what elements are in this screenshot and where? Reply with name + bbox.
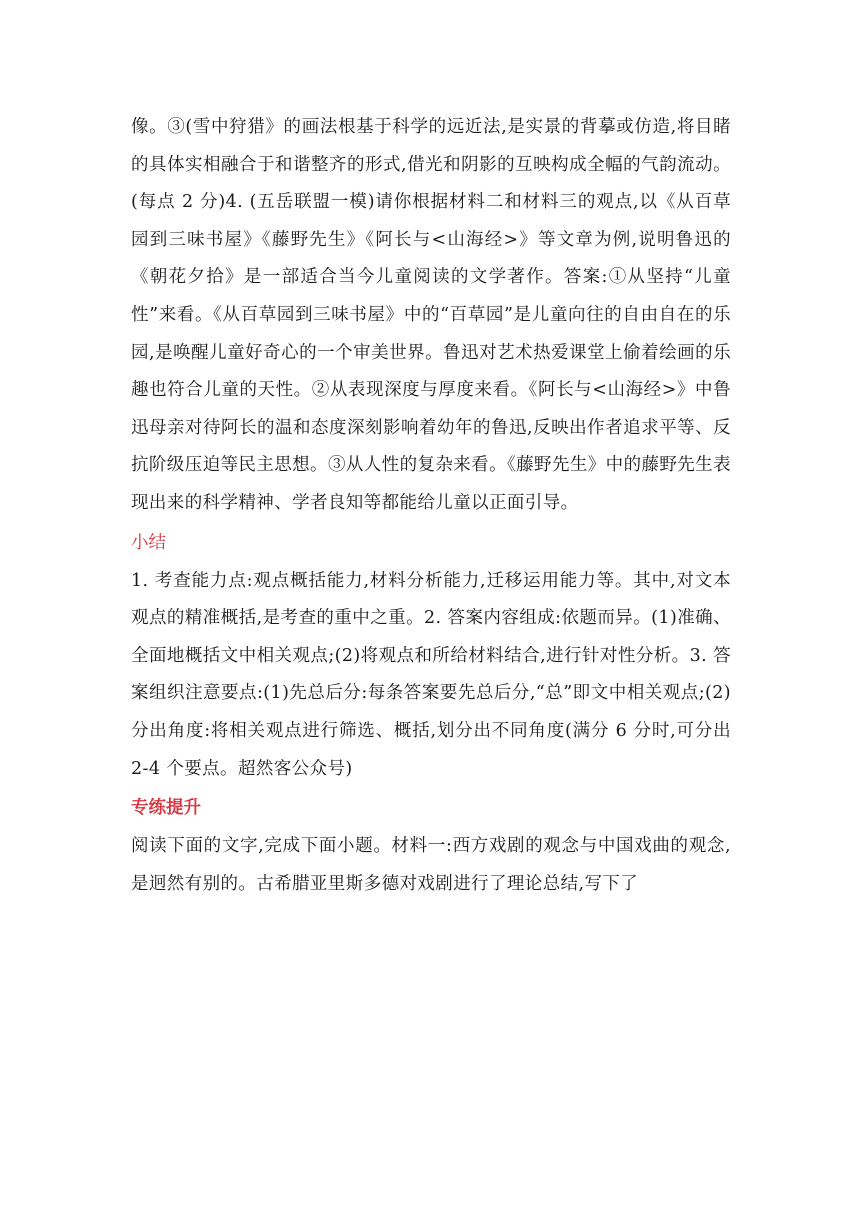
summary-paragraph: 1. 考查能力点:观点概括能力,材料分析能力,迁移运用能力等。其中,对文本观点的精准概括,是考查的重中之重。2. 答案内容组成:依题而异。(1)准确、全面地概括文中相关观点;(2)将观点和所给材料结合,进行针对性分析。3. 答案组织注意要点:(1)先总后分:每条答案要先总后分,“总”即文中相关观点;(2)分出角度:将相关观点进行筛选、概括,划分出不同角度(满分 6 分时,可分出 2-4 个要点。超然客公众号) xyxy=(131,570,731,779)
answer-paragraph: 像。③(雪中狩猎》的画法根基于科学的远近法,是实景的背摹或仿造,将目睹的具体实相融合于和谐整齐的形式,借光和阴影的互映构成全幅的气韵流动。(每点 2 分)4. (五岳联盟一模)请你根据材料二和材料三的观点,以《从百草园到三味书屋》《藤野先生》《阿长与<山海经>》等文章为例,说明鲁迅的《朝花夕拾》是一部适合当今儿童阅读的文学著作。答案:①从坚持“儿童性”来看。《从百草园到三味书屋》中的“百草园”是儿童向往的自由自在的乐园,是唤醒儿童好奇心的一个审美世界。鲁迅对艺术热爱课堂上偷着绘画的乐趣也符合儿童的天性。②从表现深度与厚度来看。《阿长与<山海经>》中鲁迅母亲对待阿长的温和态度深刻影响着幼年的鲁迅,反映出作者追求平等、反抗阶级压迫等民主思想。③从人性的复杂来看。《藤野先生》中的藤野先生表现出来的科学精神、学者良知等都能给儿童以正面引导。 xyxy=(131,117,731,513)
summary-heading: 小结 xyxy=(131,532,166,553)
practice-heading: 专练提升 xyxy=(131,798,201,819)
document-body xyxy=(131,109,731,903)
practice-paragraph: 阅读下面的文字,完成下面小题。材料一:西方戏剧的观念与中国戏曲的观念,是迥然有别的。古希腊亚里斯多德对戏剧进行了理论总结,写下了 xyxy=(131,836,731,894)
